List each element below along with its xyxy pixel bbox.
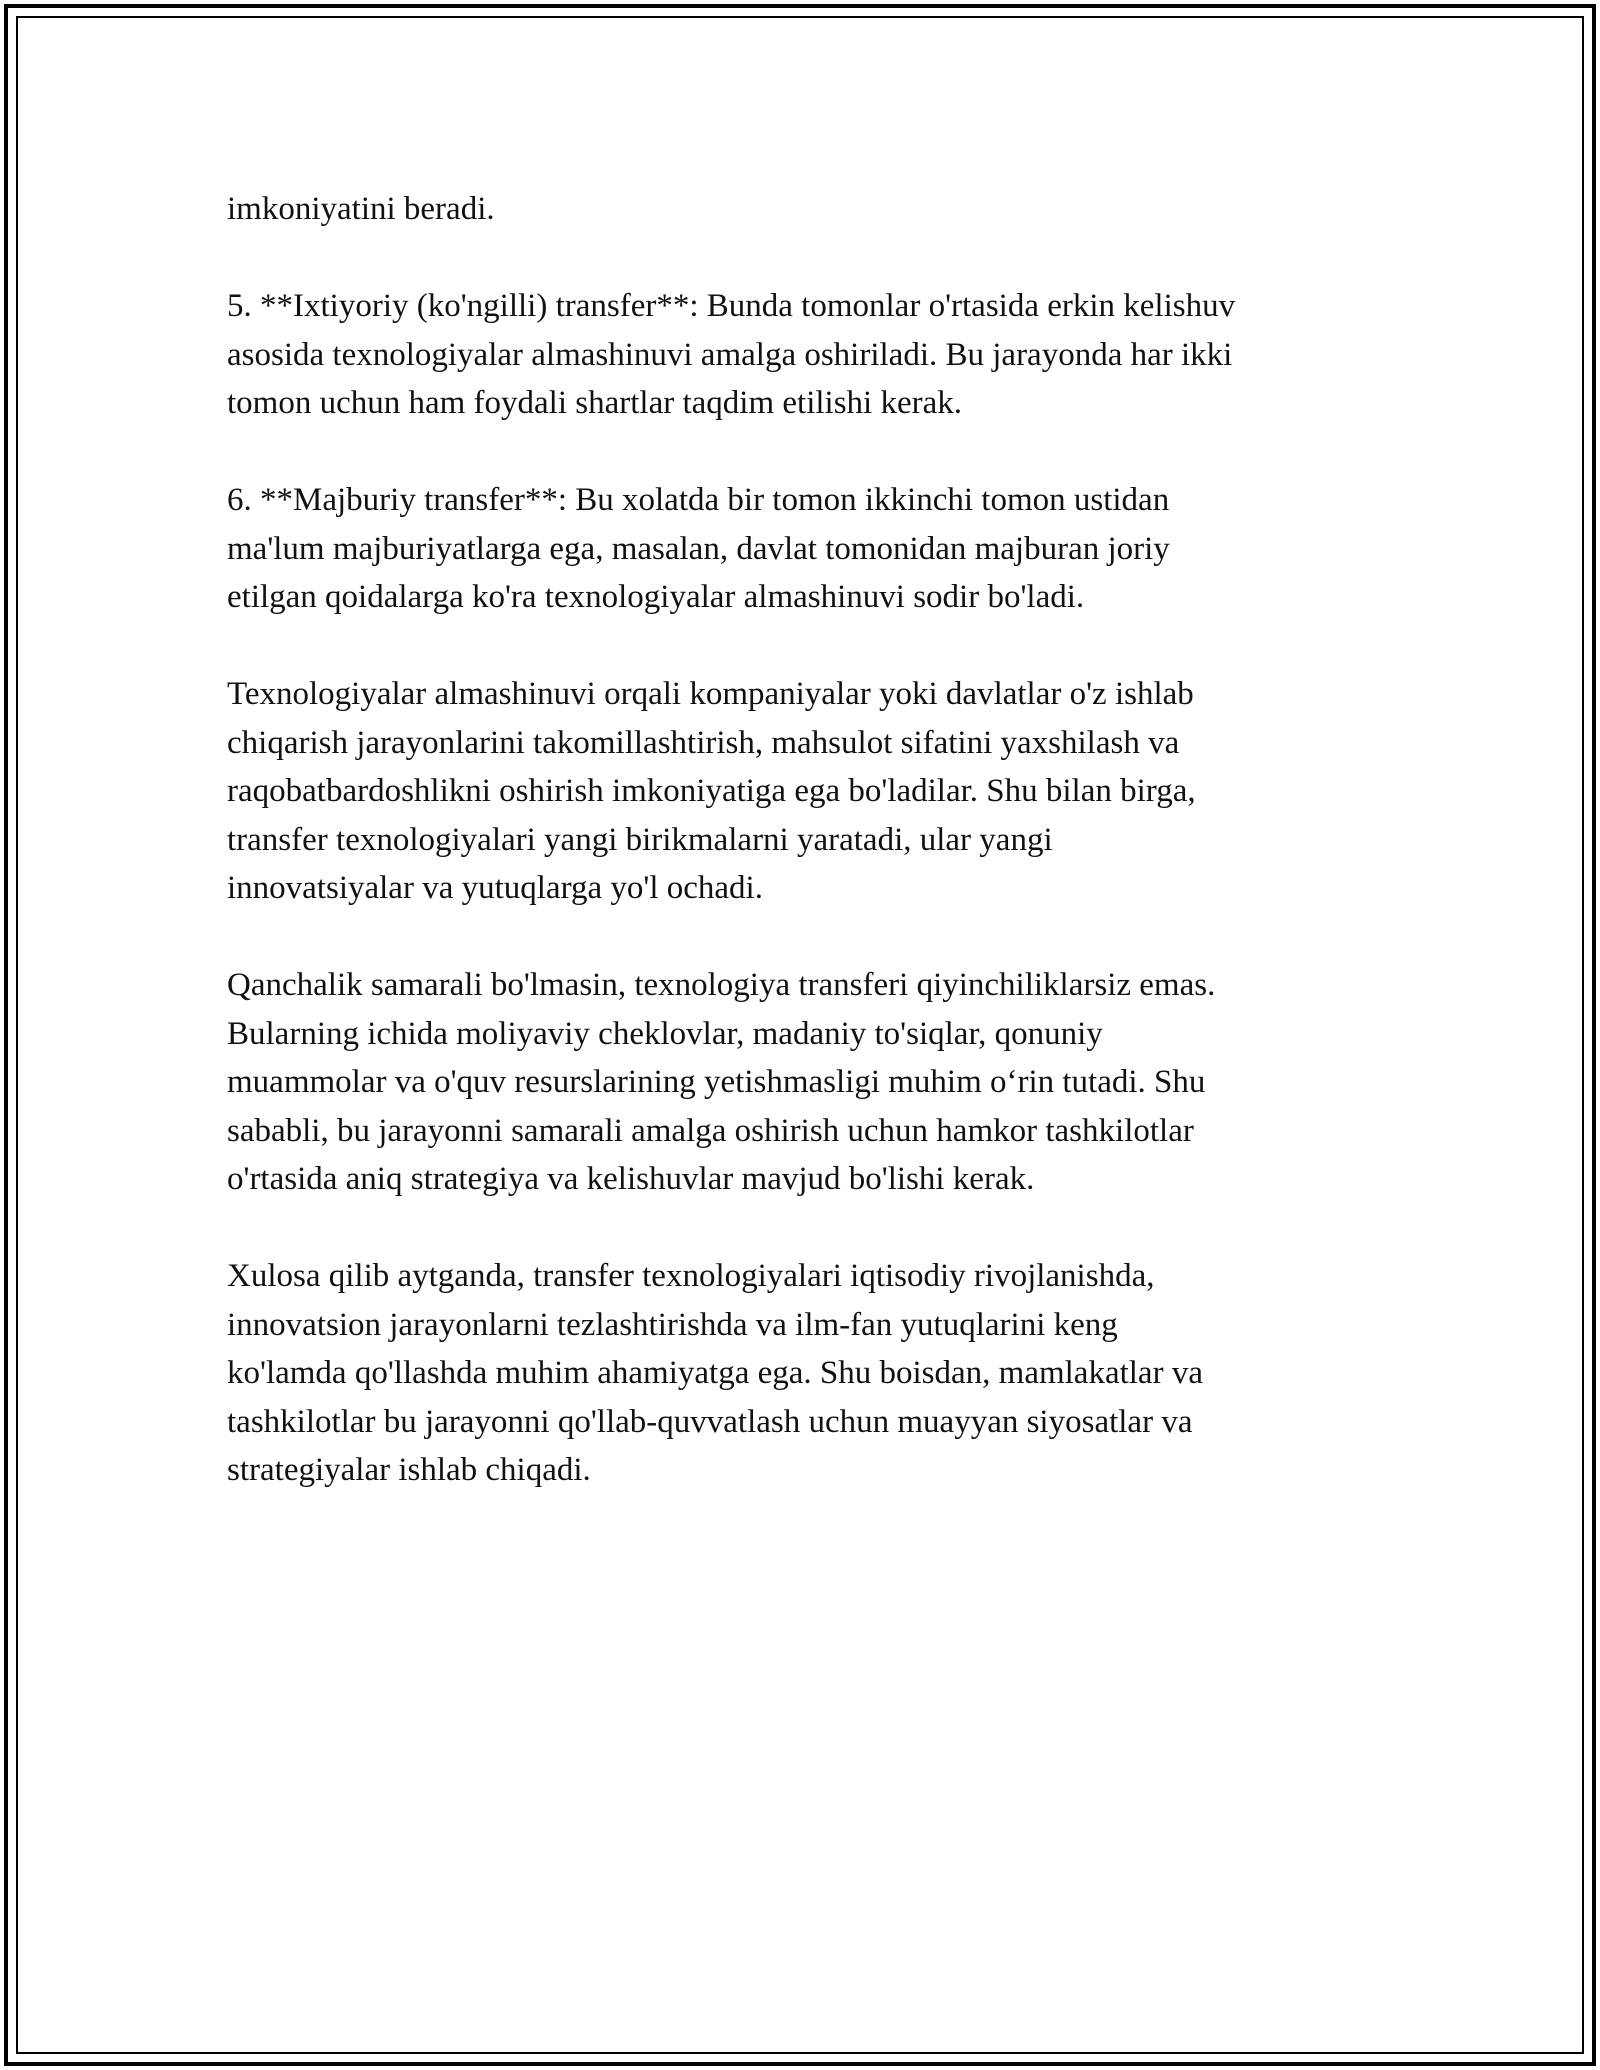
- paragraph-technology-exchange: Texnologiyalar almashinuvi orqali kompaniyalar yoki davlatlar o'z ishlab chiqarish jarayonlarini takomillashtirish, mahsulot sifatini yaxshilash va raqobatbardoshlikni oshirish imkoniyatiga ega bo'ladilar. Shu bilan birga, transfer texnologiyalari yangi birikmalarni yaratadi, ular yangi innovatsiyalar va yutuqlarga yo'l ochadi.: [227, 676, 1196, 906]
- paragraph-challenges: Qanchalik samarali bo'lmasin, texnologiya transferi qiyinchiliklarsiz emas. Bularning ichida moliyaviy cheklovlar, madaniy to'siqlar, qonuniy muammolar va o'quv resurslarining yetishmasligi muhim o‘rin tutadi. Shu sababli, bu jarayonni samarali amalga oshirish uchun hamkor tashkilotlar o'rtasida aniq strategiya va kelishuvlar mavjud bo'lishi kerak.: [227, 967, 1216, 1197]
- paragraph-continuation: imkoniyatini beradi.: [227, 191, 495, 227]
- paragraph-conclusion: Xulosa qilib aytganda, transfer texnologiyalari iqtisodiy rivojlanishda, innovatsion jarayonlarni tezlashtirishda va ilm-fan yutuqlarini keng ko'lamda qo'llashda muhim ahamiyatga ega. Shu boisdan, mamlakatlar va tashkilotlar bu jarayonni qo'llab-quvvatlash uchun muayyan siyosatlar va strategiyalar ishlab chiqadi.: [227, 1258, 1203, 1488]
- document-body: [227, 185, 1427, 1543]
- paragraph-voluntary-transfer: 5. **Ixtiyoriy (ko'ngilli) transfer**: Bunda tomonlar o'rtasida erkin kelishuv asosida texnologiyalar almashinuvi amalga oshiriladi. Bu jarayonda har ikki tomon uchun ham foydali shartlar taqdim etilishi kerak.: [227, 288, 1236, 421]
- paragraph-mandatory-transfer: 6. **Majburiy transfer**: Bu xolatda bir tomon ikkinchi tomon ustidan ma'lum majburiyatlarga ega, masalan, davlat tomonidan majburan joriy etilgan qoidalarga ko'ra texnologiyalar almashinuvi sodir bo'ladi.: [227, 482, 1170, 615]
